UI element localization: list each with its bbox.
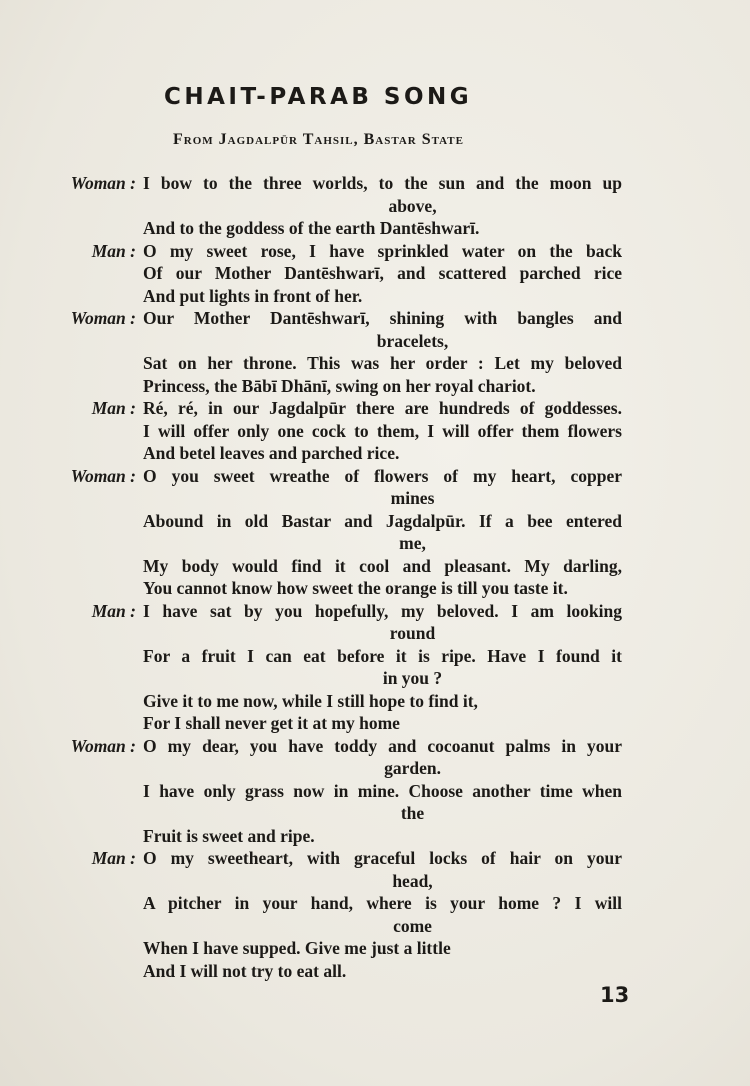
verse-line: Princess, the Bābī Dhānī, swing on her royal chariot. (143, 375, 536, 396)
verse-line: I will offer only one cock to them, I will offer them flowers (143, 420, 622, 441)
speaker-label: Man : (91, 848, 136, 868)
speaker-label: Man : (91, 398, 136, 418)
verse-line-continuation: garden. (384, 758, 441, 778)
verse-line: For I shall never get it at my home (143, 713, 400, 733)
speaker-label: Woman : (70, 735, 136, 756)
song-subtitle: From Jagdalpūr Tahsil, Bastar State (173, 131, 464, 148)
verse-line-continuation: the (400, 803, 425, 823)
verse-line: O you sweet wreathe of flowers of my heart, copper (143, 465, 622, 486)
verse-line: Our Mother Dantēshwarī, shining with bangles and (143, 308, 622, 328)
verse-line-continuation: me, (399, 533, 426, 553)
stanza (0, 240, 750, 308)
stanza (0, 465, 750, 600)
verse-line: Ré, ré, in our Jagdalpūr there are hundreds of goddesses. (143, 398, 622, 418)
verse-line-continuation: head, (392, 870, 433, 891)
stanza (0, 172, 750, 240)
verse-line: And to the goddess of the earth Dantēshwarī. (143, 218, 480, 238)
verse-line-continuation: round (389, 623, 436, 643)
song-text (0, 172, 750, 982)
verse-line: You cannot know how sweet the orange is till you taste it. (143, 578, 568, 598)
stanza (0, 307, 750, 397)
verse-line: For a fruit I can eat before it is ripe. Have I found it (143, 645, 622, 666)
verse-line-continuation: come (393, 915, 432, 936)
speaker-label: Man : (91, 600, 136, 621)
verse-line: Give it to me now, while I still hope to find it, (143, 690, 478, 711)
verse-line-continuation: bracelets, (376, 330, 449, 351)
verse-line: My body would find it cool and pleasant. My darling, (143, 555, 622, 576)
stanza (0, 847, 750, 982)
verse-line: And betel leaves and parched rice. (143, 443, 400, 463)
verse-line-continuation: mines (390, 488, 435, 508)
verse-line: Fruit is sweet and ripe. (143, 825, 315, 846)
stanza (0, 600, 750, 735)
verse-line: When I have supped. Give me just a little (143, 938, 451, 958)
verse-line: Of our Mother Dantēshwarī, and scattered parched rice (143, 263, 622, 283)
verse-line: And put lights in front of her. (143, 285, 363, 306)
verse-line: I bow to the three worlds, to the sun and the moon up (143, 173, 622, 193)
song-title: CHAIT-PARAB SONG (164, 84, 473, 110)
speaker-label: Woman : (70, 465, 136, 486)
verse-line-continuation: above, (388, 195, 437, 216)
stanza (0, 397, 750, 465)
speaker-label: Woman : (70, 308, 136, 328)
verse-line-continuation: in you ? (382, 668, 443, 688)
verse-line: A pitcher in your hand, where is your home ? I will (143, 893, 622, 913)
verse-line: I have only grass now in mine. Choose another time when (143, 780, 622, 801)
verse-line: Abound in old Bastar and Jagdalpūr. If a bee entered (143, 510, 622, 531)
verse-line: O my sweetheart, with graceful locks of hair on your (143, 848, 622, 868)
verse-line: O my sweet rose, I have sprinkled water on the back (143, 240, 622, 261)
speaker-label: Man : (91, 240, 136, 261)
verse-line: I have sat by you hopefully, my beloved. I am looking (143, 600, 622, 621)
stanza (0, 735, 750, 848)
verse-line: And I will not try to eat all. (143, 960, 347, 981)
verse-line: Sat on her throne. This was her order : Let my beloved (143, 353, 622, 373)
verse-line: O my dear, you have toddy and cocoanut palms in your (143, 735, 622, 756)
page-number: 13 (600, 983, 630, 1007)
speaker-label: Woman : (70, 173, 136, 193)
